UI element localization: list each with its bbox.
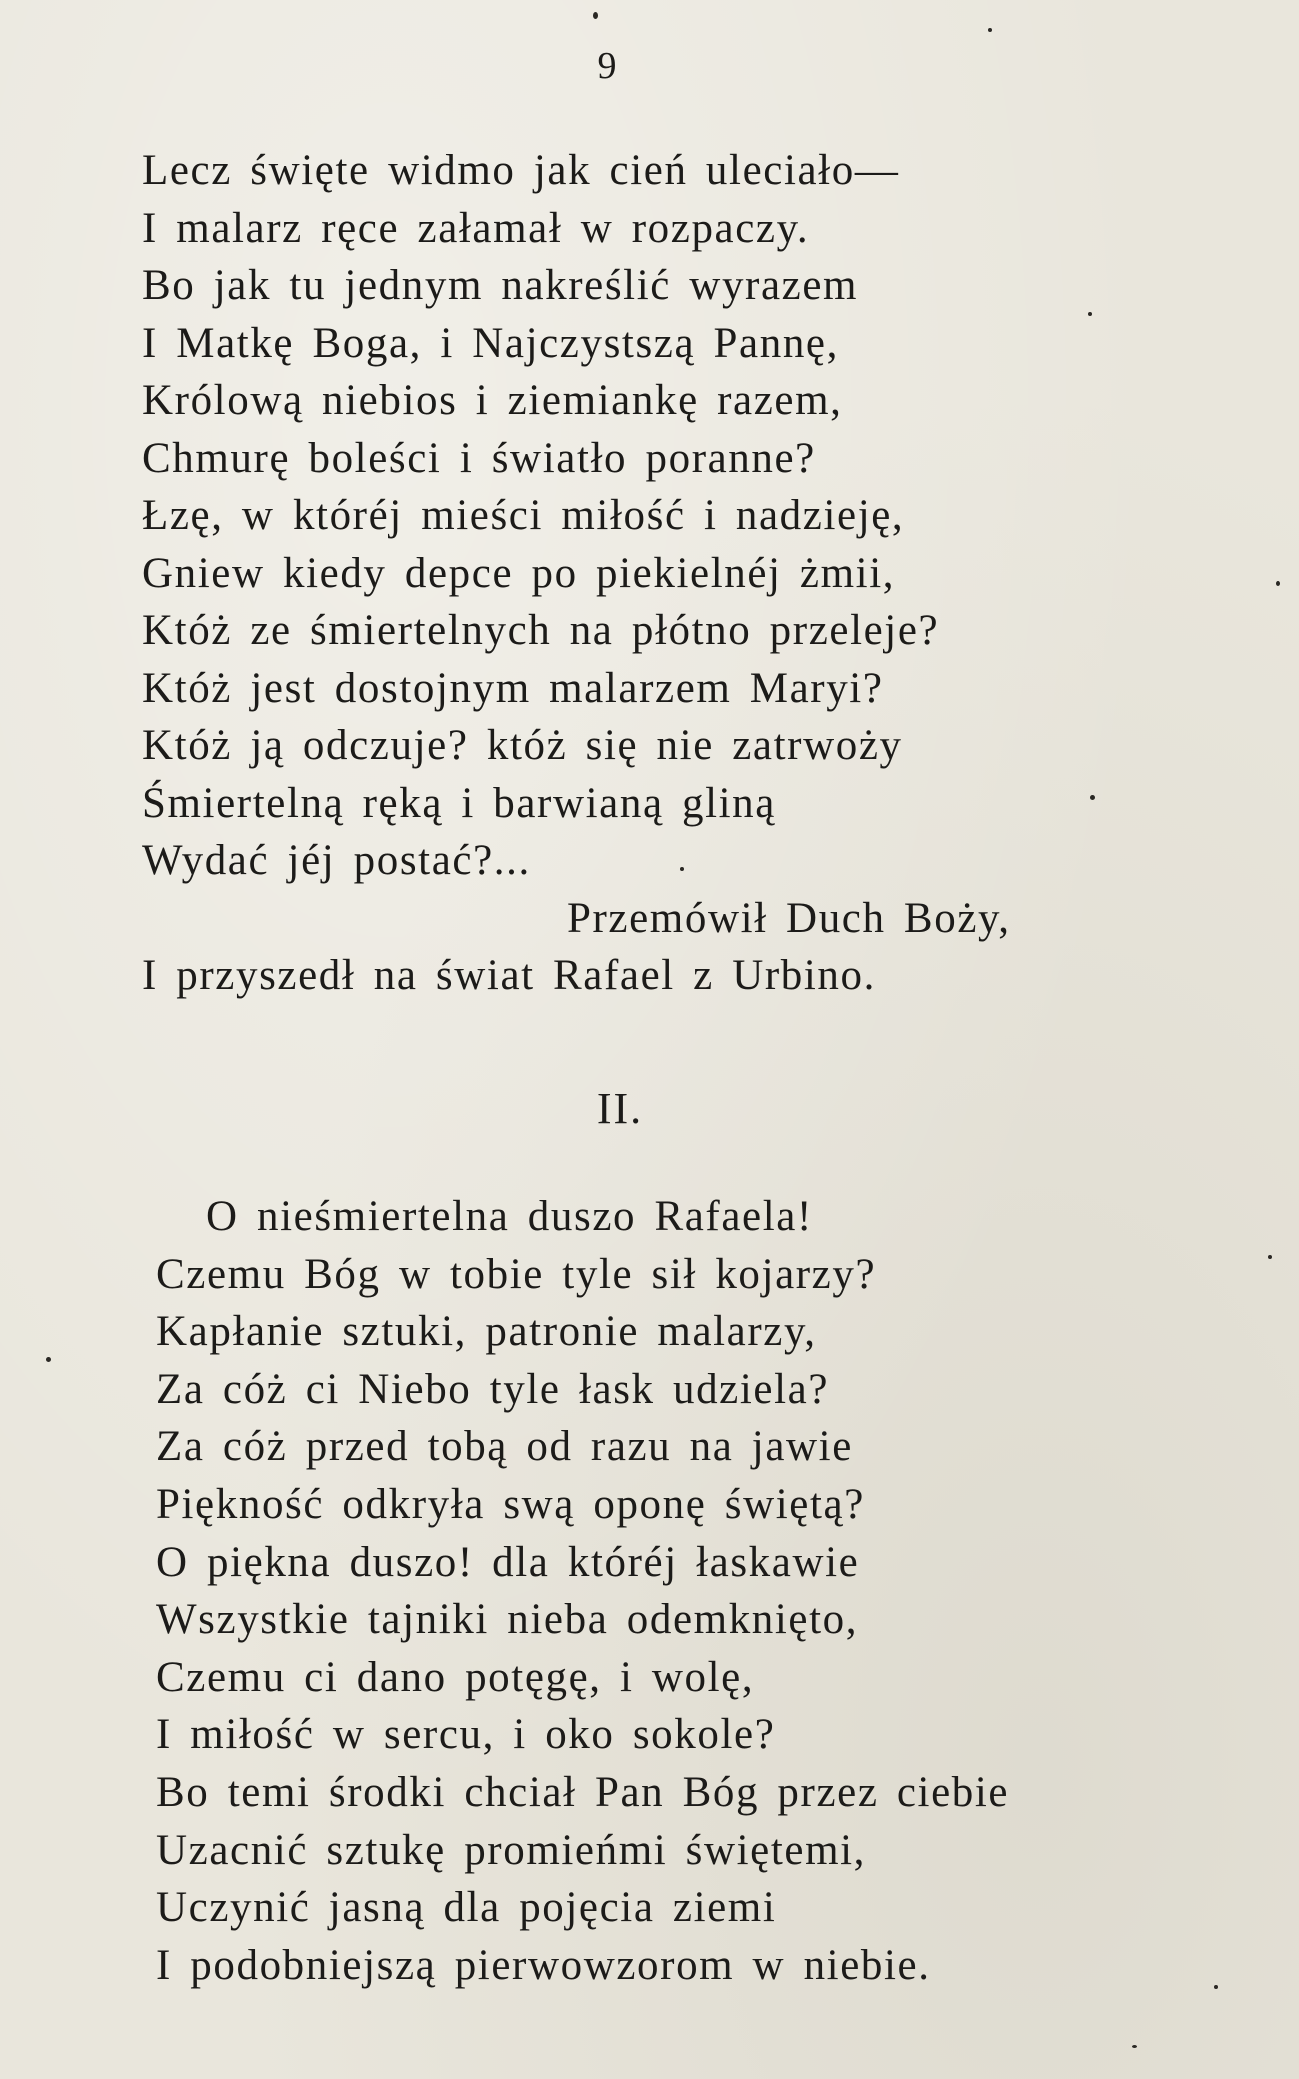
poem-line-indented: O nieśmiertelna duszo Rafaela! <box>206 1193 813 1240</box>
paper-speck <box>1268 1255 1272 1259</box>
poem-line: I malarz ręce załamał w rozpaczy. <box>142 204 810 252</box>
poem-stanza-2 <box>156 1188 1009 1994</box>
poem-line: Bo temi środki chciał Pan Bóg przez ciebie <box>156 1768 1010 1816</box>
poem-line: Uzacnić sztukę promieńmi świętemi, <box>156 1826 867 1874</box>
poem-line: I przyszedł na świat Rafael z Urbino. <box>142 952 876 999</box>
poem-line: Lecz święte widmo jak cień uleciało— <box>142 147 900 194</box>
poem-line: Któż ze śmiertelnych na płótno przeleje? <box>142 607 940 654</box>
poem-line: Któż jest dostojnym malarzem Maryi? <box>142 664 884 712</box>
poem-line: Bo jak tu jednym nakreślić wyrazem <box>142 262 859 309</box>
paper-speck <box>680 867 684 871</box>
paper-speck <box>1276 581 1280 586</box>
poem-line: Śmiertelną ręką i barwianą gliną <box>142 779 776 827</box>
poem-line: Chmurę boleści i światło poranne? <box>142 434 816 482</box>
paper-speck <box>1214 1985 1218 1989</box>
poem-line: Któż ją odczuje? któż się nie zatrwoży <box>142 722 903 769</box>
poem-line: Królową niebios i ziemiankę razem, <box>142 377 843 424</box>
poem-line: O piękna duszo! dla któréj łaskawie <box>156 1538 860 1586</box>
poem-line: Uczynić jasną dla pojęcia ziemi <box>156 1884 777 1932</box>
paper-speck <box>988 28 992 32</box>
poem-line: Za cóż ci Niebo tyle łask udziela? <box>156 1365 830 1413</box>
poem-line-indented: Przemówił Duch Boży, <box>567 894 1011 942</box>
poem-line: Wszystkie tajniki nieba odemknięto, <box>156 1596 859 1644</box>
poem-line: Kapłanie sztuki, patronie malarzy, <box>156 1308 817 1356</box>
section-heading: II. <box>596 1084 644 1133</box>
page-number: 9 <box>597 45 618 87</box>
poem-stanza-1 <box>142 142 1011 1005</box>
paper-speck <box>1088 312 1092 316</box>
poem-line: Piękność odkryła swą oponę świętą? <box>156 1480 865 1528</box>
paper-speck <box>1090 795 1095 800</box>
poem-line: Za cóż przed tobą od razu na jawie <box>156 1423 853 1471</box>
poem-line: Gniew kiedy depce po piekielnéj żmii, <box>142 549 896 597</box>
poem-line: I Matkę Boga, i Najczystszą Pannę, <box>142 319 839 367</box>
paper-speck <box>593 12 598 19</box>
poem-line: I podobniejszą pierwowzorom w niebie. <box>156 1941 931 1989</box>
paper-speck <box>46 1357 51 1362</box>
poem-line: Łzę, w któréj mieści miłość i nadzieję, <box>142 492 905 539</box>
poem-line: Wydać jéj postać?... <box>142 837 531 884</box>
poem-line: Czemu Bóg w tobie tyle sił kojarzy? <box>156 1250 877 1298</box>
poem-line: Czemu ci dano potęgę, i wolę, <box>156 1653 755 1701</box>
paper-speck <box>1132 2045 1137 2048</box>
poem-line: I miłość w sercu, i oko sokole? <box>156 1711 776 1759</box>
